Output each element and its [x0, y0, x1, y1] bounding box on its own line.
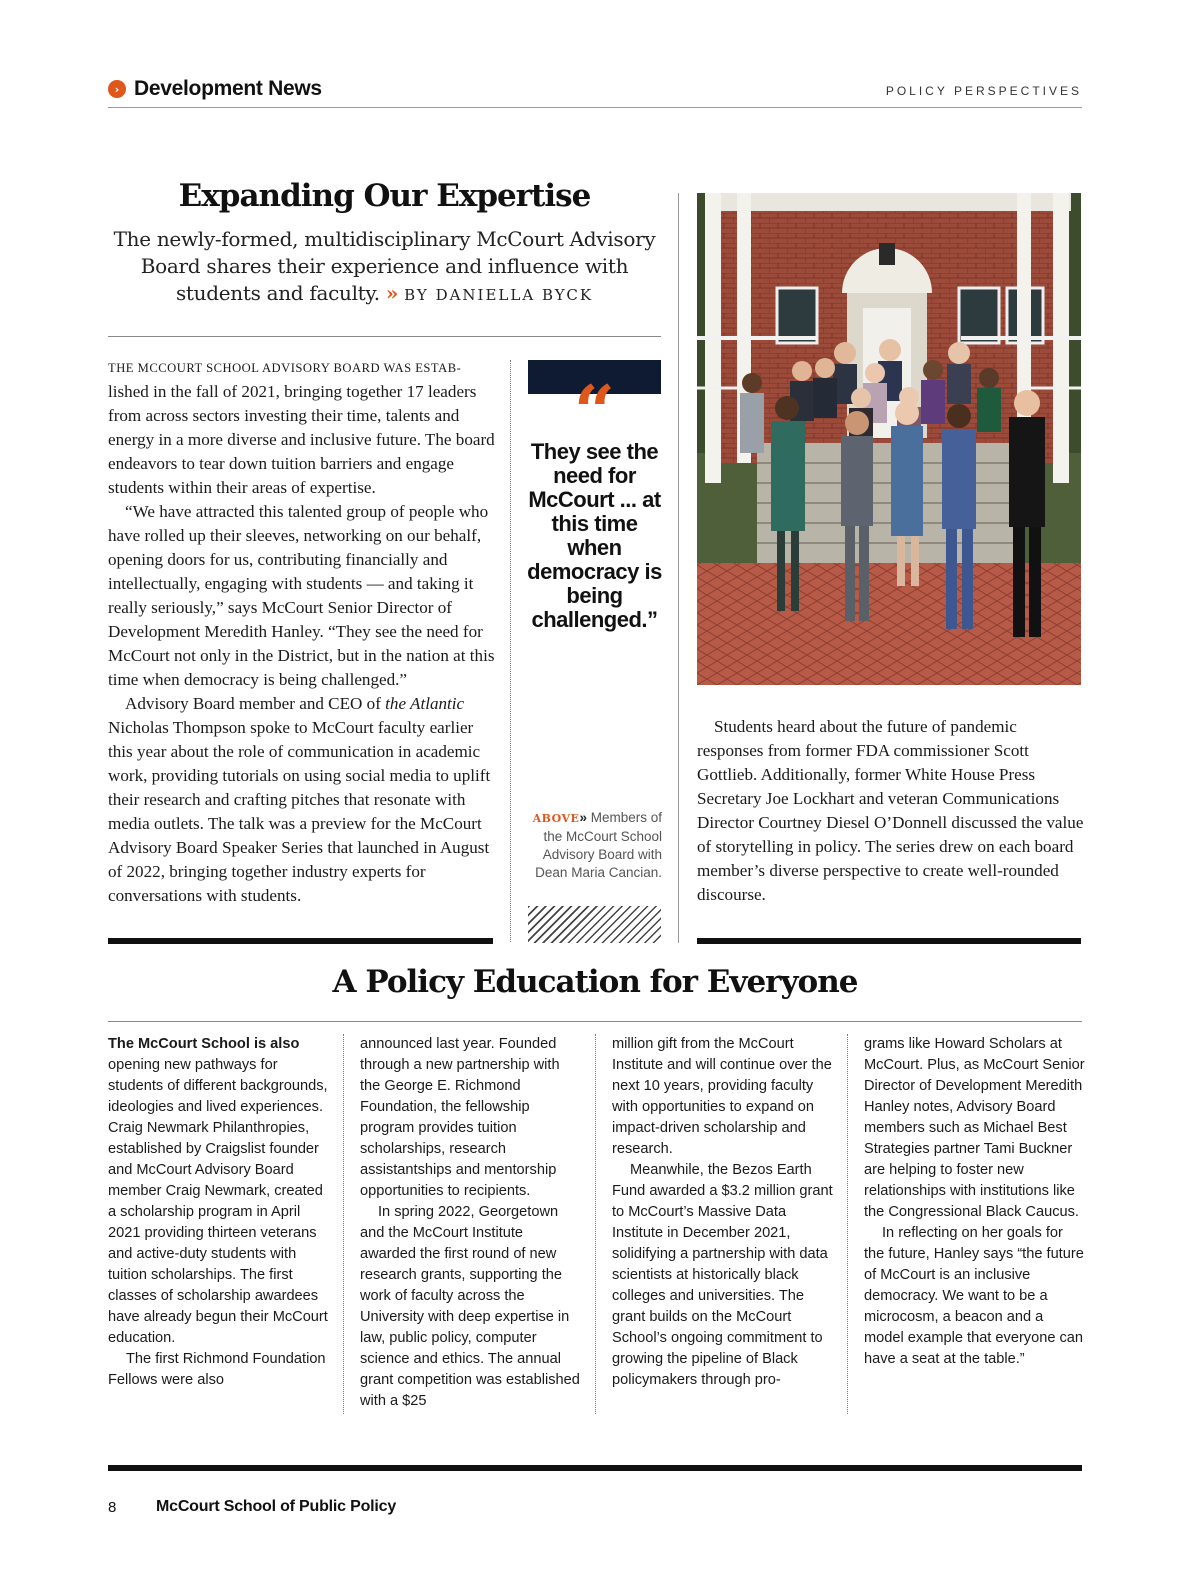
- section-header: [108, 77, 322, 101]
- article2-column-2: [360, 1034, 582, 1412]
- photo-caption: [528, 809, 662, 882]
- group-photo-illustration: [697, 193, 1081, 685]
- paragraph: “We have attracted this talented group of people who have rolled up their sleeves, networking on our behalf, opening doors for us, contributing financially and intellectually, engaging with students — and taking it really seriously,” says McCourt Senior Director of Development Meredith Hanley. “They see the need for McCourt not only in the District, but in the nation at this time when democracy is being challenged.”: [108, 502, 495, 689]
- lead-in: The McCourt School is also: [108, 1036, 300, 1052]
- column-divider: [510, 360, 511, 942]
- headline-divider: [108, 336, 661, 337]
- dek-text: The newly-formed, multidisciplinary McCourt Advisory Board shares their experience and influence with students and faculty.: [113, 227, 656, 305]
- paragraph: Students heard about the future of pandemic responses from former FDA commissioner Scott Gottlieb. Additionally, former White House Press Secretary Joe Lockhart and veteran Communications Director Courtney Diesel O’Donnell discussed the value of storytelling in policy. The series drew on each board member’s diverse perspective to create well-rounded discourse.: [697, 717, 1084, 904]
- paragraph: In spring 2022, Georgetown and the McCourt Institute awarded the first round of new research grants, supporting the work of faculty across the University with deep expertise in law, public policy, computer science and ethics. The annual grant competition was established with a $25: [360, 1204, 580, 1409]
- column-divider: [847, 1034, 848, 1414]
- paragraph: [108, 355, 496, 500]
- article2-column-1: [108, 1034, 330, 1391]
- column-divider: [343, 1034, 344, 1414]
- article-column-1: [108, 355, 496, 908]
- article-title: A Policy Education for Everyone: [332, 964, 858, 1000]
- headline-divider: [108, 1021, 1082, 1022]
- paragraph: In reflecting on her goals for the future, Hanley says “the future of McCourt is an inclusive democracy. We want to be a microcosm, a beacon and a model example that everyone can have a seat at the table.”: [864, 1225, 1084, 1367]
- pull-quote: They see the need for McCourt ... at this time when democracy is being challenged.”: [527, 439, 662, 632]
- article2-column-3: [612, 1034, 834, 1391]
- article-column-2: [697, 715, 1085, 907]
- paragraph: [108, 692, 496, 908]
- byline: BY DANIELLA BYCK: [404, 286, 594, 304]
- paragraph-text: Nicholas Thompson spoke to McCourt faculty earlier this year about the role of communication in academic work, providing tutorials on using social media to uplift their research and crafting pitches that resonate with media outlets. The talk was a preview for the McCourt Advisory Board Speaker Series that launched in August of 2022, bringing together industry experts for conversations with students.: [108, 718, 491, 905]
- article-dek: [104, 226, 665, 309]
- caption-chevron-icon: »: [579, 810, 587, 825]
- group-photo: [697, 193, 1081, 685]
- column-divider: [678, 193, 679, 943]
- paragraph-text: Advisory Board member and CEO of: [125, 694, 386, 713]
- paragraph: million gift from the McCourt Institute and will continue over the next 10 years, providing faculty with opportunities to expand on impact-driven scholarship and research.: [612, 1036, 832, 1157]
- publication-tag: POLICY PERSPECTIVES: [885, 84, 1082, 98]
- paragraph: The first Richmond Foundation Fellows were also: [108, 1351, 326, 1388]
- paragraph: grams like Howard Scholars at McCourt. Plus, as McCourt Senior Director of Development Meredith Hanley notes, Advisory Board members such as Michael Best Strategies partner Tami Buckner are helping to foster new relationships with institutions like the Congressional Black Caucus.: [864, 1036, 1085, 1220]
- article-title: Expanding Our Expertise: [178, 178, 591, 214]
- section-title: Development News: [134, 77, 322, 100]
- header-divider: [108, 107, 1082, 108]
- lead-in: THE MCCOURT SCHOOL ADVISORY BOARD WAS ESTAB-: [108, 361, 462, 375]
- paragraph-text: lished in the fall of 2021, bringing together 17 leaders from across sectors investing their time, talents and energy in a more diverse and inclusive future. The board endeavors to tear down tuition barriers and engage students within their areas of expertise.: [108, 382, 495, 497]
- section-divider: [108, 938, 493, 944]
- quote-mark-icon: “: [573, 369, 616, 454]
- chevron-right-icon: ›: [108, 80, 126, 98]
- paragraph: announced last year. Founded through a new partnership with the George E. Richmond Foundation, the fellowship program provides tuition scholarships, research assistantships and mentorship opportunities to recipients.: [360, 1036, 560, 1199]
- caption-text: Members of the McCourt School Advisory Board with Dean Maria Cancian.: [535, 810, 662, 880]
- page-number: 8: [108, 1499, 117, 1516]
- footer-publication: McCourt School of Public Policy: [156, 1498, 397, 1515]
- publication-name: the Atlantic: [385, 694, 465, 713]
- paragraph: Meanwhile, the Bezos Earth Fund awarded a $3.2 million grant to McCourt’s Massive Data Institute in December 2021, solidifying a partnership with data scientists at historically black colleges and universities. The grant builds on the McCourt School’s ongoing commitment to growing the pipeline of Black policymakers through pro-: [612, 1162, 833, 1388]
- hatch-decoration: [528, 906, 661, 943]
- section-divider: [697, 938, 1081, 944]
- caption-label: ABOVE: [532, 812, 580, 825]
- article2-column-4: [864, 1034, 1086, 1370]
- paragraph-text: opening new pathways for students of different backgrounds, ideologies and lived experiences. Craig Newmark Philanthropies, established by Craigslist founder and McCourt Advisory Board member Craig Newmark, created a scholarship program in April 2021 providing thirteen veterans and active-duty students with tuition scholarships. The first classes of scholarship awardees have already begun their McCourt education.: [108, 1057, 328, 1346]
- column-divider: [595, 1034, 596, 1414]
- footer-divider: [108, 1465, 1082, 1471]
- byline-chevron-icon: »: [385, 281, 399, 305]
- paragraph: [108, 1034, 330, 1349]
